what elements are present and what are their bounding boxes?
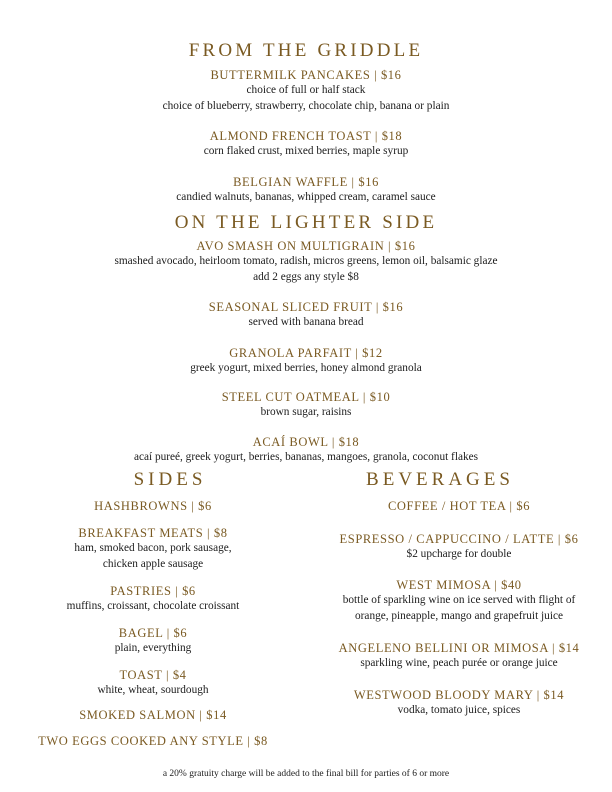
item-name: WEST MIMOSA | $40 (396, 578, 522, 592)
item-name: WESTWOOD BLOODY MARY | $14 (353, 688, 565, 702)
item-desc: brown sugar, raisins (260, 406, 352, 418)
item-name: ACAÍ BOWL | $18 (252, 435, 360, 449)
menu-item-pastries (0, 583, 306, 615)
item-name: PASTRIES | $6 (110, 584, 196, 598)
item-desc: served with banana bread (248, 316, 364, 328)
item-name: TWO EGGS COOKED ANY STYLE | $8 (38, 734, 268, 748)
menu-item-seasonal-fruit (0, 299, 612, 331)
item-desc: acaí pureé, greek yogurt, berries, bananas, mangoes, granola, coconut flakes (133, 451, 479, 463)
item-desc: bottle of sparkling wine on ice served with flight of (342, 594, 576, 606)
menu-item-steel-cut-oatmeal (0, 389, 612, 421)
item-desc: white, wheat, sourdough (97, 684, 209, 696)
menu-item-coffee-tea (306, 498, 612, 514)
item-name: SEASONAL SLICED FRUIT | $16 (208, 300, 404, 314)
menu-item-west-mimosa (306, 577, 612, 624)
menu-item-two-eggs (0, 733, 306, 749)
menu-item-espresso (306, 531, 612, 563)
item-name: BREAKFAST MEATS | $8 (78, 526, 228, 540)
item-desc: choice of blueberry, strawberry, chocolate chip, banana or plain (162, 99, 450, 112)
menu-item-avo-smash (0, 238, 612, 285)
item-name: BELGIAN WAFFLE | $16 (233, 175, 379, 189)
item-desc: $2 upcharge for double (406, 548, 512, 560)
menu-item-belgian-waffle (0, 174, 612, 206)
item-desc: add 2 eggs any style $8 (253, 270, 359, 283)
menu-item-bagel (0, 625, 306, 657)
item-desc: smashed avocado, heirloom tomato, radish, micros greens, lemon oil, balsamic glaze (114, 255, 498, 267)
item-desc: candied walnuts, bananas, whipped cream, caramel sauce (176, 191, 436, 203)
item-name: SMOKED SALMON | $14 (79, 708, 227, 722)
menu-item-angeleno-bellini (306, 640, 612, 672)
item-name: GRANOLA PARFAIT | $12 (229, 346, 383, 360)
item-name: ALMOND FRENCH TOAST | $18 (209, 129, 403, 143)
item-name: TOAST | $4 (119, 668, 187, 682)
item-desc: vodka, tomato juice, spices (397, 704, 521, 716)
item-desc: muffins, croissant, chocolate croissant (66, 600, 240, 612)
item-name: BUTTERMILK PANCAKES | $16 (210, 68, 402, 82)
item-desc: sparkling wine, peach purée or orange juice (360, 657, 558, 669)
item-name: ESPRESSO / CAPPUCCINO / LATTE | $6 (339, 532, 579, 546)
item-name: ANGELENO BELLINI OR MIMOSA | $14 (338, 641, 580, 655)
menu-item-toast (0, 667, 306, 699)
section-title-lighter: ON THE LIGHTER SIDE (174, 212, 438, 233)
section-title-sides: SIDES (133, 469, 207, 490)
section-title-beverages: BEVERAGES (366, 469, 514, 490)
item-desc: orange, pineapple, mango and grapefruit juice (355, 609, 563, 622)
item-name: AVO SMASH ON MULTIGRAIN | $16 (196, 239, 416, 253)
gratuity-note: a 20% gratuity charge will be added to the final bill for parties of 6 or more (162, 769, 450, 779)
item-desc: chicken apple sausage (102, 557, 204, 570)
item-desc: greek yogurt, mixed berries, honey almond granola (190, 362, 422, 374)
menu-item-hashbrowns (0, 498, 306, 514)
menu-item-buttermilk-pancakes (0, 67, 612, 114)
item-name: STEEL CUT OATMEAL | $10 (221, 390, 391, 404)
menu-item-almond-french-toast (0, 128, 612, 160)
item-desc: plain, everything (114, 642, 192, 654)
item-desc: corn flaked crust, mixed berries, maple syrup (203, 145, 409, 157)
menu-item-granola-parfait (0, 345, 612, 377)
section-title-griddle: FROM THE GRIDDLE (188, 40, 424, 61)
item-desc: ham, smoked bacon, pork sausage, (74, 542, 232, 554)
menu-item-bloody-mary (306, 687, 612, 719)
menu-item-smoked-salmon (0, 707, 306, 723)
menu-item-breakfast-meats (0, 525, 306, 572)
item-name: BAGEL | $6 (118, 626, 188, 640)
item-desc: choice of full or half stack (246, 84, 366, 96)
item-name: HASHBROWNS | $6 (94, 499, 212, 513)
menu-item-acai-bowl (0, 434, 612, 466)
item-name: COFFEE / HOT TEA | $6 (387, 499, 531, 513)
